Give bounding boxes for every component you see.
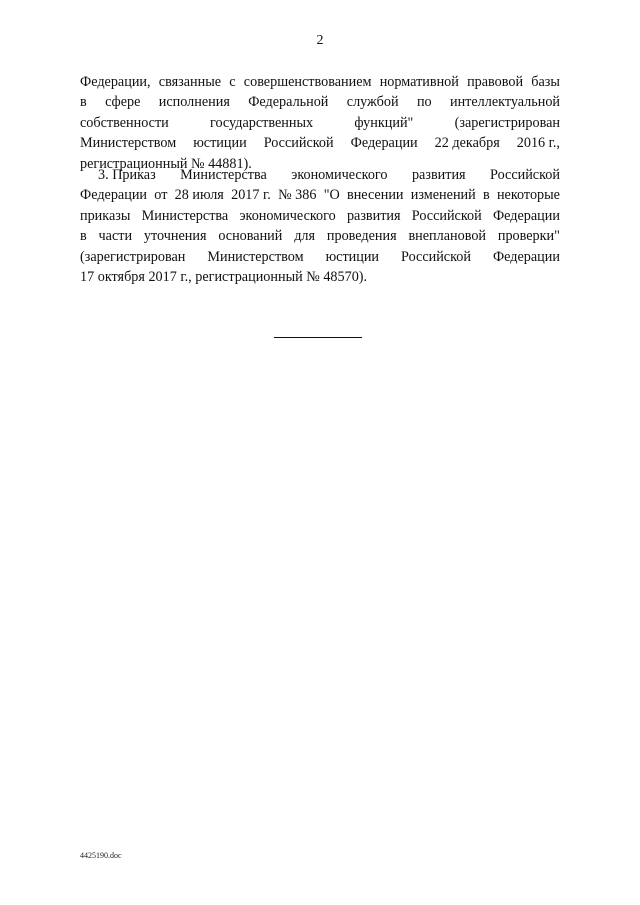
word: экономического xyxy=(291,167,388,183)
word: некоторые xyxy=(496,187,560,204)
word: в xyxy=(80,94,87,111)
word: связанные xyxy=(158,74,222,90)
word: "О xyxy=(323,187,340,204)
paragraph-1-line-5: регистрационный № 44881). xyxy=(80,155,252,172)
word: Федерации xyxy=(350,135,418,152)
word: в xyxy=(80,228,87,245)
word: собственности xyxy=(80,114,169,131)
word: оснований xyxy=(218,228,283,245)
word: 2017 г. xyxy=(231,187,271,204)
word: проверки" xyxy=(497,228,560,245)
paragraph-1-line-3 xyxy=(80,113,560,133)
word: внесении xyxy=(347,187,404,204)
word: базы xyxy=(531,74,560,90)
paragraph-1-line-4 xyxy=(80,133,560,153)
word: Министерства xyxy=(180,167,267,183)
paragraph-1 xyxy=(80,72,560,174)
word: изменений xyxy=(410,187,476,204)
word: 22 декабря xyxy=(434,135,500,152)
word: нормативной xyxy=(379,74,459,90)
paragraph-2-line-5 xyxy=(80,247,560,267)
word: исполнения xyxy=(158,94,230,111)
paragraph-1-line-1 xyxy=(80,72,560,92)
word: интеллектуальной xyxy=(449,94,560,111)
paragraph-2 xyxy=(80,165,560,287)
word: развития xyxy=(346,207,401,224)
word: (зарегистрирован xyxy=(80,248,186,265)
word: функций" xyxy=(354,114,414,131)
paragraph-2-line-1 xyxy=(80,165,560,185)
word: развития xyxy=(411,167,466,183)
word: Федерации xyxy=(492,248,560,265)
word: с xyxy=(229,74,236,90)
paragraph-2-line-3 xyxy=(80,206,560,226)
paragraph-2-line-2 xyxy=(80,185,560,205)
word: проведения xyxy=(326,228,397,245)
word: Российской xyxy=(263,135,334,152)
word: сфере xyxy=(105,94,141,111)
word: 2016 г., xyxy=(516,135,560,152)
word: юстиции xyxy=(193,135,247,152)
word: Российской xyxy=(411,207,482,224)
word: Федеральной xyxy=(248,94,329,111)
word: части xyxy=(98,228,133,245)
word: Российской xyxy=(490,167,560,183)
word: службой xyxy=(346,94,399,111)
paragraph-2-line-6: 17 октября 2017 г., регистрационный № 48570). xyxy=(80,268,368,285)
paragraph-1-line-2 xyxy=(80,92,560,112)
word: 3. Приказ xyxy=(98,167,156,183)
word: уточнения xyxy=(143,228,207,245)
word: государственных xyxy=(210,114,314,131)
word: 28 июля xyxy=(174,187,224,204)
word: Федерации, xyxy=(80,74,151,90)
end-of-document-divider xyxy=(274,337,362,338)
word: в xyxy=(483,187,490,204)
word: совершенствованием xyxy=(243,74,372,90)
word: Федерации xyxy=(492,207,560,224)
word: юстиции xyxy=(325,248,380,265)
word: Министерства xyxy=(141,207,229,224)
word: экономического xyxy=(239,207,336,224)
document-file-code: 4425190.doc xyxy=(80,851,122,860)
word: Федерации xyxy=(80,187,148,204)
word: Министерством xyxy=(207,248,304,265)
paragraph-2-line-4 xyxy=(80,226,560,246)
page-number: 2 xyxy=(316,33,324,48)
word: от xyxy=(154,187,168,204)
word: (зарегистрирован xyxy=(454,114,560,131)
word: внеплановой xyxy=(408,228,487,245)
word: № 386 xyxy=(278,187,317,204)
word: Министерством xyxy=(80,135,177,152)
word: по xyxy=(416,94,432,111)
word: правовой xyxy=(467,74,524,90)
word: для xyxy=(294,228,316,245)
word: приказы xyxy=(80,207,131,224)
word: Российской xyxy=(401,248,471,265)
